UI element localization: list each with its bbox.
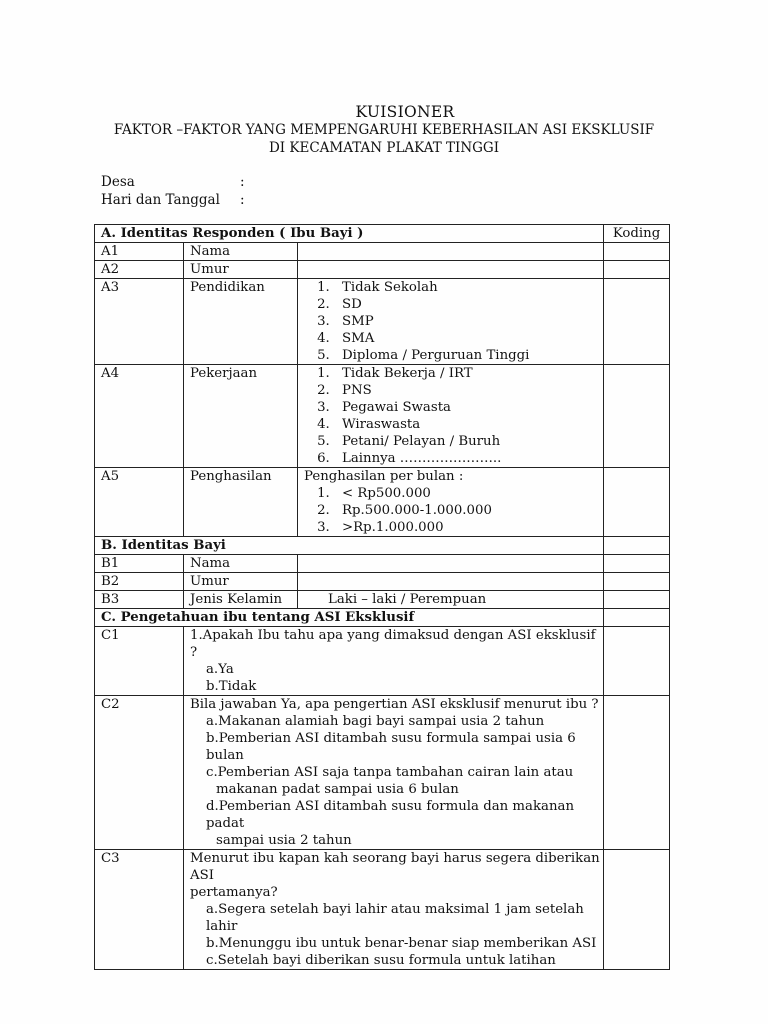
option-item[interactable]: 4. SMA [334, 330, 603, 347]
answer-cell[interactable] [298, 261, 604, 279]
meta-desa [101, 174, 245, 190]
subtitle-line-1: FAKTOR –FAKTOR YANG MEMPENGARUHI KEBERHASILAN ASI EKSKLUSIF [113, 122, 655, 138]
answer-cell[interactable] [298, 243, 604, 261]
option-item[interactable]: 6. Lainnya ………………….. [334, 450, 603, 467]
row-code: A2 [95, 261, 184, 279]
option-item[interactable]: 5. Petani/ Pelayan / Buruh [334, 433, 603, 450]
row-code: B1 [95, 555, 184, 573]
occupation-options [304, 365, 603, 467]
koding-cell[interactable] [604, 850, 670, 970]
question-cell [184, 850, 604, 970]
table-row [95, 555, 670, 573]
option-item-continuation: makanan padat sampai usia 6 bulan [216, 782, 459, 797]
row-label: Nama [184, 555, 298, 573]
koding-cell[interactable] [604, 468, 670, 537]
meta-label: Desa [101, 174, 135, 190]
koding-cell[interactable] [604, 696, 670, 850]
page-title: KUISIONER [355, 103, 455, 121]
question-cell [184, 627, 604, 696]
meta-sep: : [240, 192, 245, 208]
gender-options[interactable]: Laki – laki / Perempuan [298, 591, 604, 609]
option-item[interactable]: 3. >Rp.1.000.000 [334, 519, 603, 536]
row-code: B3 [95, 591, 184, 609]
section-b-header: B. Identitas Bayi [95, 537, 604, 555]
option-item[interactable]: d.Pemberian ASI ditambah susu formula dan makanan padat [206, 799, 575, 831]
koding-cell[interactable] [604, 243, 670, 261]
table-row [95, 591, 670, 609]
income-options [304, 485, 603, 536]
table-row [95, 243, 670, 261]
option-item[interactable]: 3. Pegawai Swasta [334, 399, 603, 416]
table-row [95, 627, 670, 696]
question-cell [184, 696, 604, 850]
option-item[interactable]: 2. PNS [334, 382, 603, 399]
option-item[interactable]: a.Segera setelah bayi lahir atau maksimal 1 jam setelah lahir [206, 902, 584, 934]
row-label: Jenis Kelamin [184, 591, 298, 609]
row-code: A5 [95, 468, 184, 537]
section-a-header: A. Identitas Responden ( Ibu Bayi ) [95, 225, 604, 243]
row-label: Umur [184, 261, 298, 279]
koding-header: Koding [604, 225, 670, 243]
row-code: A1 [95, 243, 184, 261]
row-code: C2 [95, 696, 184, 850]
education-options [304, 279, 603, 364]
koding-cell[interactable] [604, 627, 670, 696]
koding-cell[interactable] [604, 537, 670, 555]
question-text: Bila jawaban Ya, apa pengertian ASI eksklusif menurut ibu ? [190, 697, 599, 712]
option-item-continuation: sampai usia 2 tahun [216, 833, 352, 848]
row-label: Penghasilan [184, 468, 298, 537]
option-item[interactable]: b.Pemberian ASI ditambah susu formula sampai usia 6 bulan [206, 731, 576, 763]
row-code: A4 [95, 365, 184, 468]
option-item[interactable]: 5. Diploma / Perguruan Tinggi [334, 347, 603, 364]
section-a-row [95, 225, 670, 243]
option-item[interactable]: 4. Wiraswasta [334, 416, 603, 433]
section-b-row [95, 537, 670, 555]
row-label: Umur [184, 573, 298, 591]
row-code: A3 [95, 279, 184, 365]
table-row [95, 850, 670, 970]
meta-sep: : [240, 174, 245, 190]
option-item[interactable]: 2. SD [334, 296, 603, 313]
question-text: 1.Apakah Ibu tahu apa yang dimaksud dengan ASI eksklusif ? [190, 628, 596, 660]
option-item[interactable]: 2. Rp.500.000-1.000.000 [334, 502, 603, 519]
row-label: Pekerjaan [184, 365, 298, 468]
questionnaire-table [94, 224, 670, 970]
table-row [95, 261, 670, 279]
option-item[interactable]: a.Ya [206, 662, 234, 677]
option-item[interactable]: 1. Tidak Sekolah [334, 279, 603, 296]
answer-options [298, 279, 604, 365]
answer-cell[interactable] [298, 573, 604, 591]
question-text-continuation: pertamanya? [190, 885, 278, 900]
table-row [95, 468, 670, 537]
row-code: C1 [95, 627, 184, 696]
option-item[interactable]: 1. < Rp500.000 [334, 485, 603, 502]
koding-cell[interactable] [604, 555, 670, 573]
option-item[interactable]: c.Setelah bayi diberikan susu formula untuk latihan [206, 953, 556, 968]
section-c-header: C. Pengetahuan ibu tentang ASI Eksklusif [95, 609, 604, 627]
option-item[interactable]: b.Menunggu ibu untuk benar-benar siap memberikan ASI [206, 936, 597, 951]
option-item[interactable]: b.Tidak [206, 679, 257, 694]
meta-hari-tanggal [101, 192, 245, 208]
row-code: C3 [95, 850, 184, 970]
row-code: B2 [95, 573, 184, 591]
koding-cell[interactable] [604, 609, 670, 627]
option-item[interactable]: 3. SMP [334, 313, 603, 330]
koding-cell[interactable] [604, 573, 670, 591]
option-item[interactable]: a.Makanan alamiah bagi bayi sampai usia 2 tahun [206, 714, 545, 729]
table-row [95, 696, 670, 850]
row-label: Pendidikan [184, 279, 298, 365]
table-row [95, 365, 670, 468]
meta-label: Hari dan Tanggal [101, 192, 220, 208]
subtitle-line-2: DI KECAMATAN PLAKAT TINGGI [268, 140, 500, 156]
koding-cell[interactable] [604, 261, 670, 279]
answer-options [298, 365, 604, 468]
koding-cell[interactable] [604, 279, 670, 365]
koding-cell[interactable] [604, 365, 670, 468]
koding-cell[interactable] [604, 591, 670, 609]
option-item[interactable]: 1. Tidak Bekerja / IRT [334, 365, 603, 382]
question-text: Menurut ibu kapan kah seorang bayi harus segera diberikan ASI [190, 851, 600, 883]
answer-options [298, 468, 604, 537]
section-c-row [95, 609, 670, 627]
option-item[interactable]: c.Pemberian ASI saja tanpa tambahan cairan lain atau [206, 765, 574, 780]
row-label: Nama [184, 243, 298, 261]
table-row [95, 573, 670, 591]
table-row [95, 279, 670, 365]
answer-cell[interactable] [298, 555, 604, 573]
income-intro: Penghasilan per bulan : [304, 469, 464, 484]
